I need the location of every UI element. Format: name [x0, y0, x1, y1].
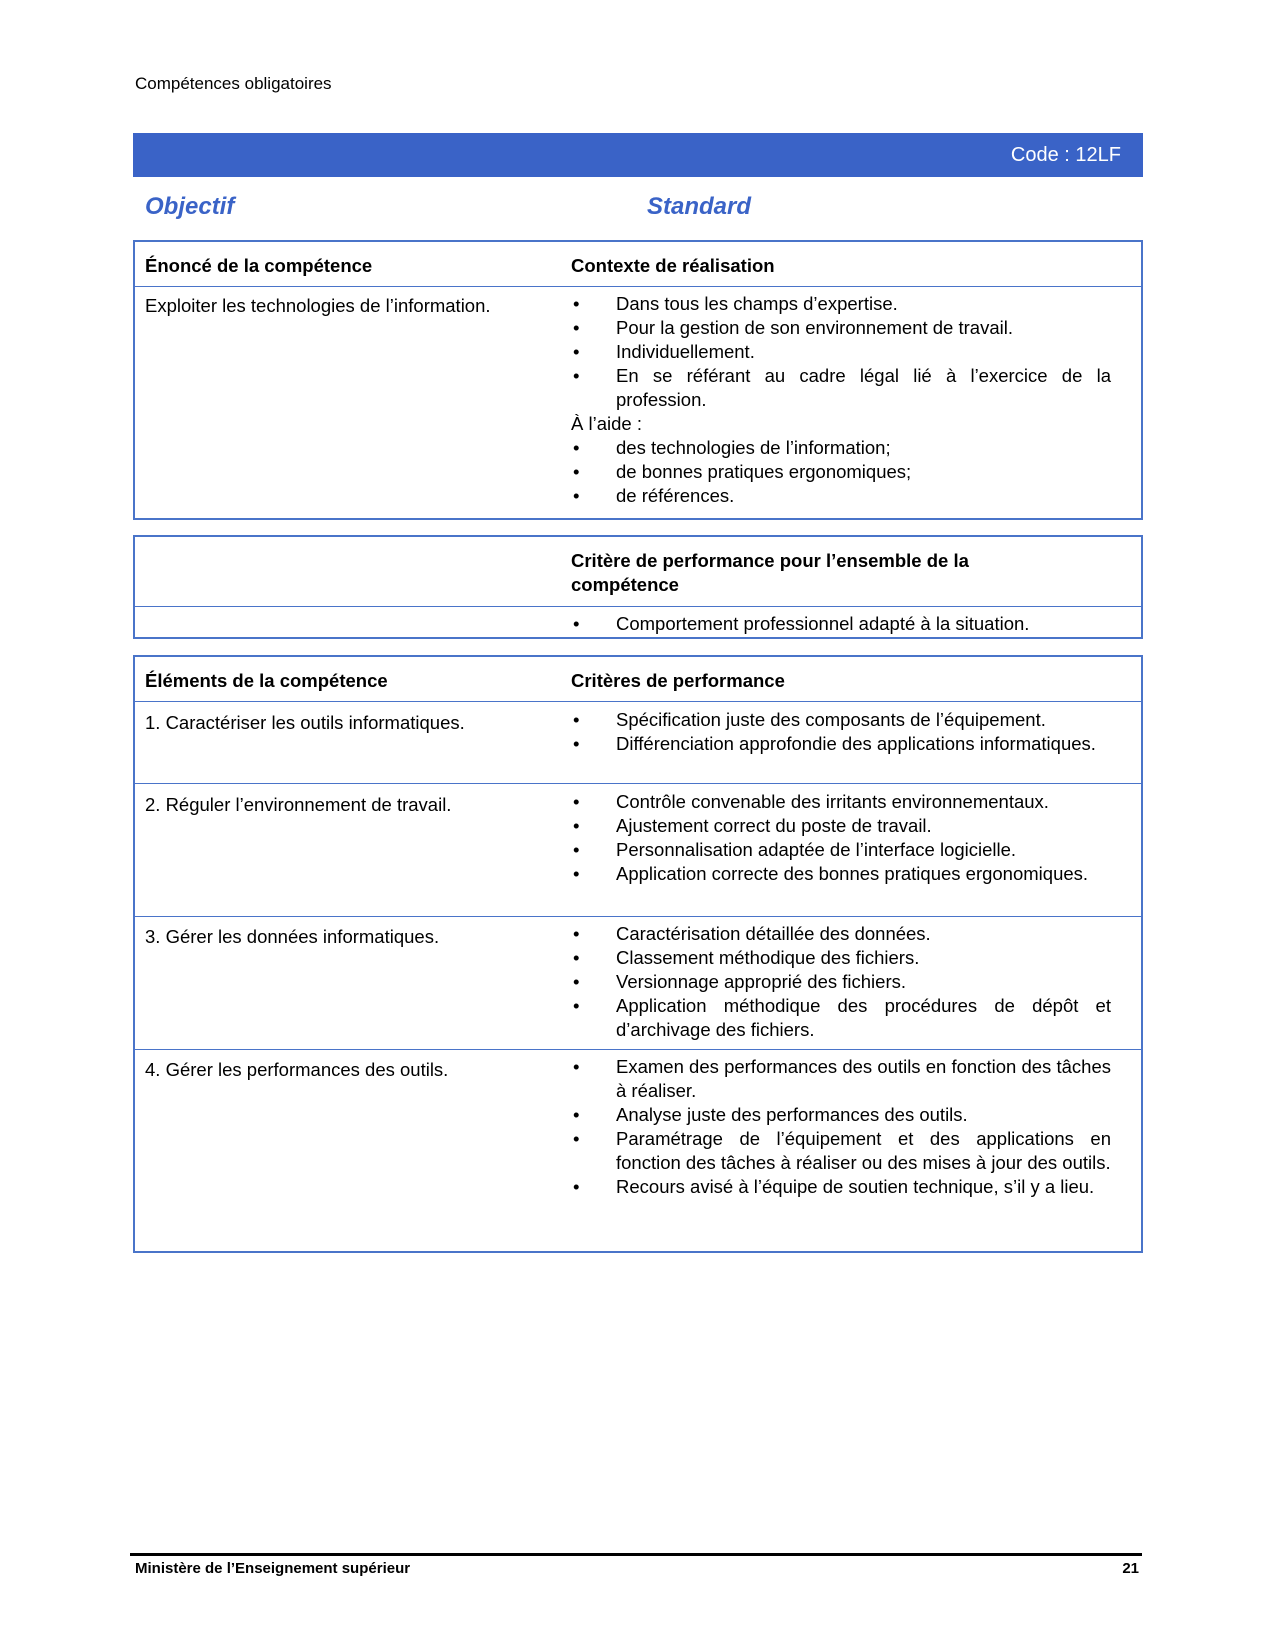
competency-statement: Exploiter les technologies de l’information. [145, 295, 491, 316]
list-item: • Application correcte des bonnes pratiques ergonomiques. [571, 862, 1111, 886]
standard-heading: Standard [647, 193, 752, 220]
enonce-right-header: Contexte de réalisation [571, 255, 775, 276]
list-item: • Dans tous les champs d’expertise. [571, 292, 1111, 316]
list-item: • Pour la gestion de son environnement de travail. [571, 316, 1111, 340]
list-item: • Paramétrage de l’équipement et des applications en fonction des tâches à réaliser ou des mises à jour des outils. [571, 1127, 1111, 1175]
document-header-label: Compétences obligatoires [135, 74, 332, 93]
criteria-list [571, 790, 1111, 886]
ensemble-table [133, 535, 1143, 639]
element-title: 2. Réguler l’environnement de travail. [145, 794, 452, 815]
ensemble-header-row [135, 537, 1141, 607]
list-item: • Recours avisé à l’équipe de soutien technique, s’il y a lieu. [571, 1175, 1111, 1199]
list-item: • Classement méthodique des fichiers. [571, 946, 1111, 970]
list-item: • Spécification juste des composants de l’équipement. [571, 708, 1111, 732]
objectif-heading: Objectif [145, 193, 235, 220]
list-item: • des technologies de l’information; [571, 436, 1111, 460]
criteria-list [571, 922, 1111, 1042]
enonce-table [133, 240, 1143, 520]
elements-header-row [135, 657, 1141, 702]
list-item: • En se référant au cadre légal lié à l’exercice de la profession. [571, 364, 1111, 412]
criteria-list [571, 1055, 1111, 1199]
list-item: • Personnalisation adaptée de l’interface logicielle. [571, 838, 1111, 862]
list-item: • Analyse juste des performances des outils. [571, 1103, 1111, 1127]
list-item: • Différenciation approfondie des applications informatiques. [571, 732, 1111, 756]
row-divider [135, 1049, 1141, 1050]
list-item: • Application méthodique des procédures de dépôt et d’archivage des fichiers. [571, 994, 1111, 1042]
list-item: • de références. [571, 484, 1111, 508]
element-title: 3. Gérer les données informatiques. [145, 926, 440, 947]
elements-right-header: Critères de performance [571, 670, 785, 691]
row-divider [135, 783, 1141, 784]
list-item: • Ajustement correct du poste de travail. [571, 814, 1111, 838]
list-item: • Versionnage approprié des fichiers. [571, 970, 1111, 994]
context-list [571, 292, 1111, 508]
footer-rule [130, 1553, 1142, 1556]
row-divider [135, 916, 1141, 917]
ensemble-header: Critère de performance pour l’ensemble de la compétence [571, 550, 969, 595]
criteria-list [571, 708, 1111, 756]
list-item: • Examen des performances des outils en fonction des tâches à réaliser. [571, 1055, 1111, 1103]
aide-label: À l’aide : [571, 413, 642, 434]
elements-left-header: Éléments de la compétence [145, 670, 388, 691]
list-item: • Caractérisation détaillée des données. [571, 922, 1111, 946]
list-item: • Individuellement. [571, 340, 1111, 364]
competency-code: Code : 12LF [1010, 144, 1121, 166]
list-item: • Comportement professionnel adapté à la situation. [571, 612, 1111, 636]
elements-table [133, 655, 1143, 1253]
enonce-left-header: Énoncé de la compétence [145, 255, 373, 276]
enonce-header-row [135, 242, 1141, 287]
element-title: 1. Caractériser les outils informatiques. [145, 712, 465, 733]
code-band [133, 133, 1143, 177]
page-number: 21 [1122, 1560, 1139, 1577]
element-title: 4. Gérer les performances des outils. [145, 1059, 449, 1080]
list-item: • Contrôle convenable des irritants environnementaux. [571, 790, 1111, 814]
list-item: • de bonnes pratiques ergonomiques; [571, 460, 1111, 484]
footer-ministry: Ministère de l’Enseignement supérieur [135, 1560, 411, 1577]
ensemble-list [571, 612, 1111, 636]
